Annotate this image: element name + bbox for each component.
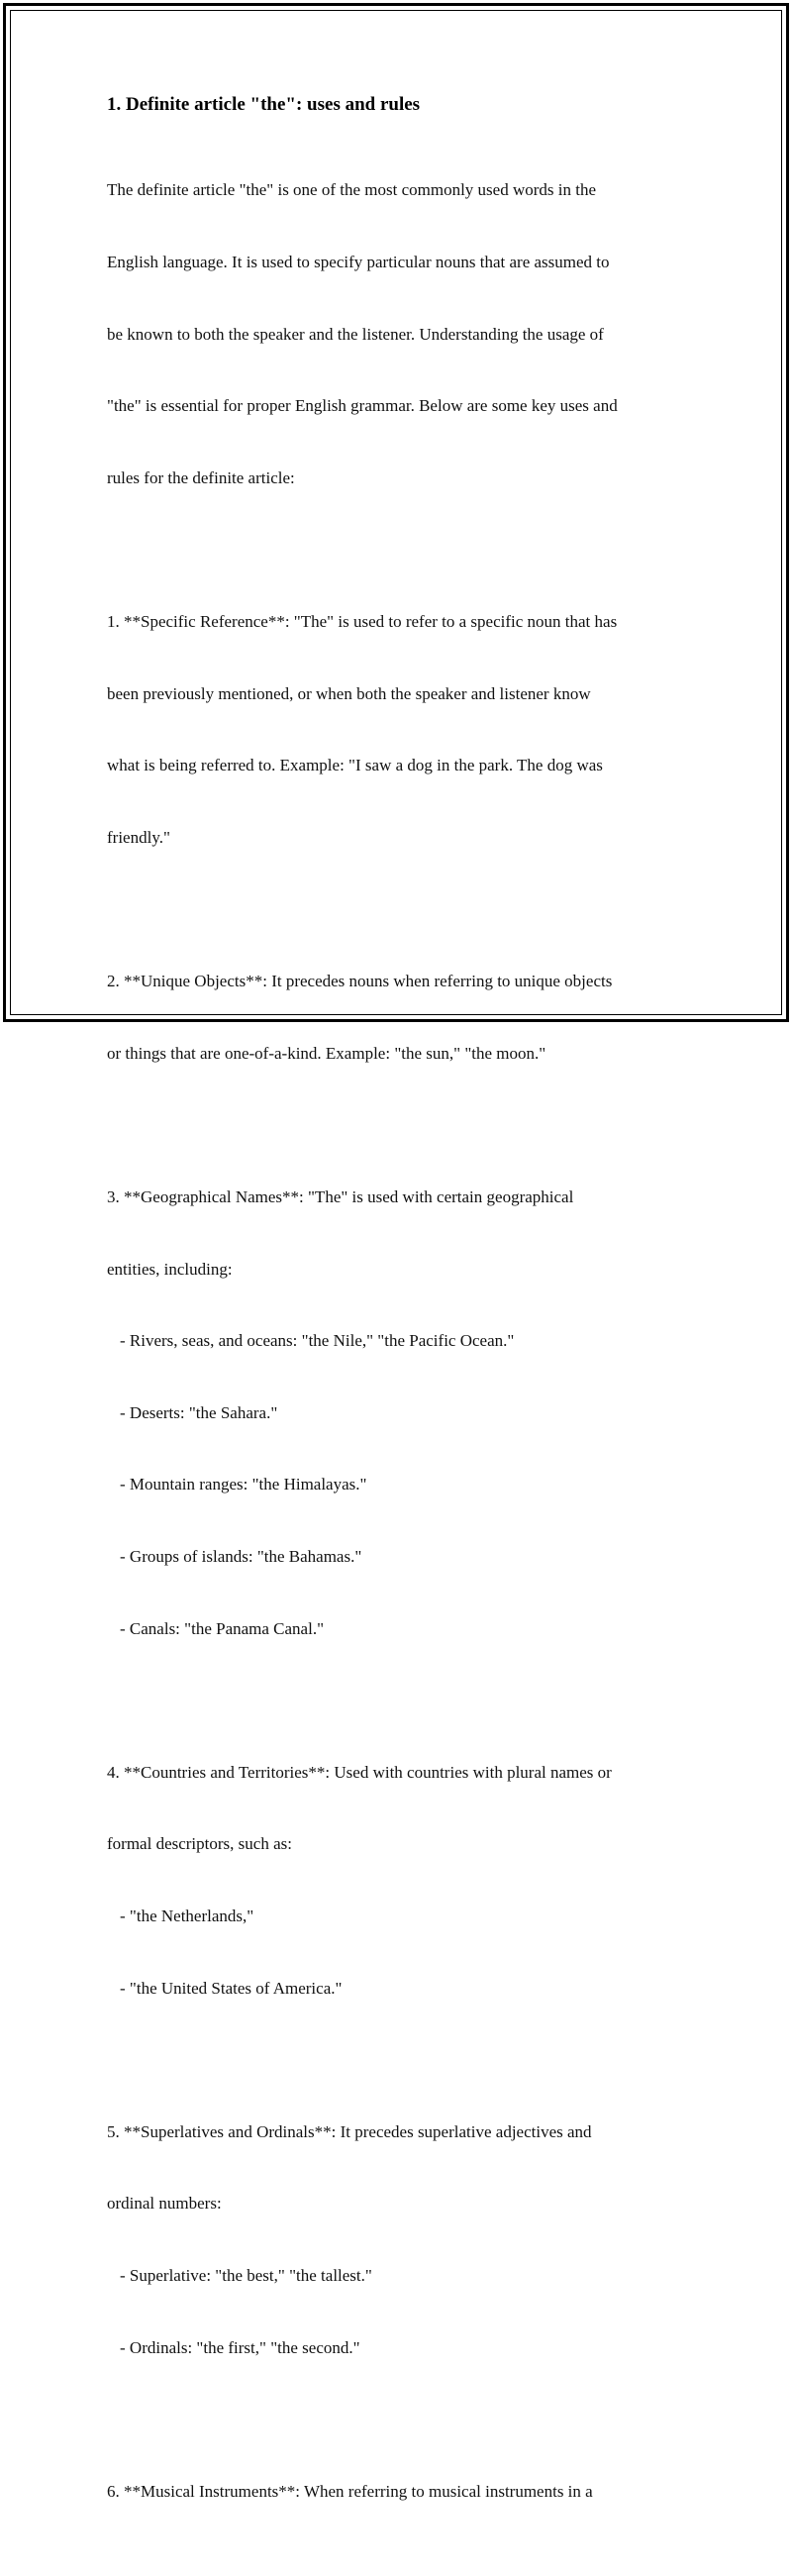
section-heading: 1. Definite article "the": uses and rules [107, 94, 421, 115]
text-line: 4. **Countries and Territories**: Used with countries with plural names or [107, 1762, 612, 1782]
intro-paragraph [107, 131, 671, 538]
text-line: 5. **Superlatives and Ordinals**: It precedes superlative adjectives and [107, 2121, 592, 2141]
text-line: entities, including: [107, 1259, 233, 1279]
list-item: - Mountain ranges: "the Himalayas." [120, 1475, 367, 1494]
text-line: or things that are one-of-a-kind. Example: "the sun," "the moon." [107, 1043, 546, 1063]
text-line: ordinal numbers: [107, 2194, 222, 2214]
list-item: - Superlative: "the best," "the tallest." [120, 2266, 372, 2285]
rule-superlatives-ordinals [107, 2072, 671, 2408]
rule-unique-objects [107, 922, 671, 1114]
text-line: formal descriptors, such as: [107, 1834, 292, 1854]
rule-countries-territories [107, 1712, 671, 2048]
list-item: - Ordinals: "the first," "the second." [120, 2337, 360, 2357]
text-line: been previously mentioned, or when both the speaker and listener know [107, 683, 591, 703]
text-line: The definite article "the" is one of the most commonly used words in the [107, 180, 597, 200]
rule-specific-reference [107, 563, 671, 898]
rule-musical-instruments [107, 2431, 671, 2551]
list-item: - Rivers, seas, and oceans: "the Nile," "the Pacific Ocean." [120, 1331, 515, 1351]
document-body [107, 93, 671, 2576]
text-line: rules for the definite article: [107, 467, 295, 487]
list-item: - "the Netherlands," [120, 1906, 254, 1925]
text-line: what is being referred to. Example: "I saw a dog in the park. The dog was [107, 756, 603, 775]
text-line: friendly." [107, 827, 170, 847]
list-item: - Groups of islands: "the Bahamas." [120, 1546, 362, 1566]
rule-geographical-names [107, 1137, 671, 1689]
text-line: 3. **Geographical Names**: "The" is used with certain geographical [107, 1186, 574, 1206]
text-line: 2. **Unique Objects**: It precedes nouns when referring to unique objects [107, 972, 613, 991]
list-item: - "the United States of America." [120, 1978, 343, 1998]
list-item: - Deserts: "the Sahara." [120, 1402, 278, 1422]
text-line: English language. It is used to specify particular nouns that are assumed to [107, 253, 610, 272]
text-line: 1. **Specific Reference**: "The" is used to refer to a specific noun that has [107, 612, 618, 632]
list-item: - Canals: "the Panama Canal." [120, 1618, 325, 1638]
text-line: 6. **Musical Instruments**: When referring to musical instruments in a [107, 2481, 593, 2501]
text-line: be known to both the speaker and the listener. Understanding the usage of [107, 324, 604, 344]
text-line: "the" is essential for proper English grammar. Below are some key uses and [107, 396, 618, 416]
